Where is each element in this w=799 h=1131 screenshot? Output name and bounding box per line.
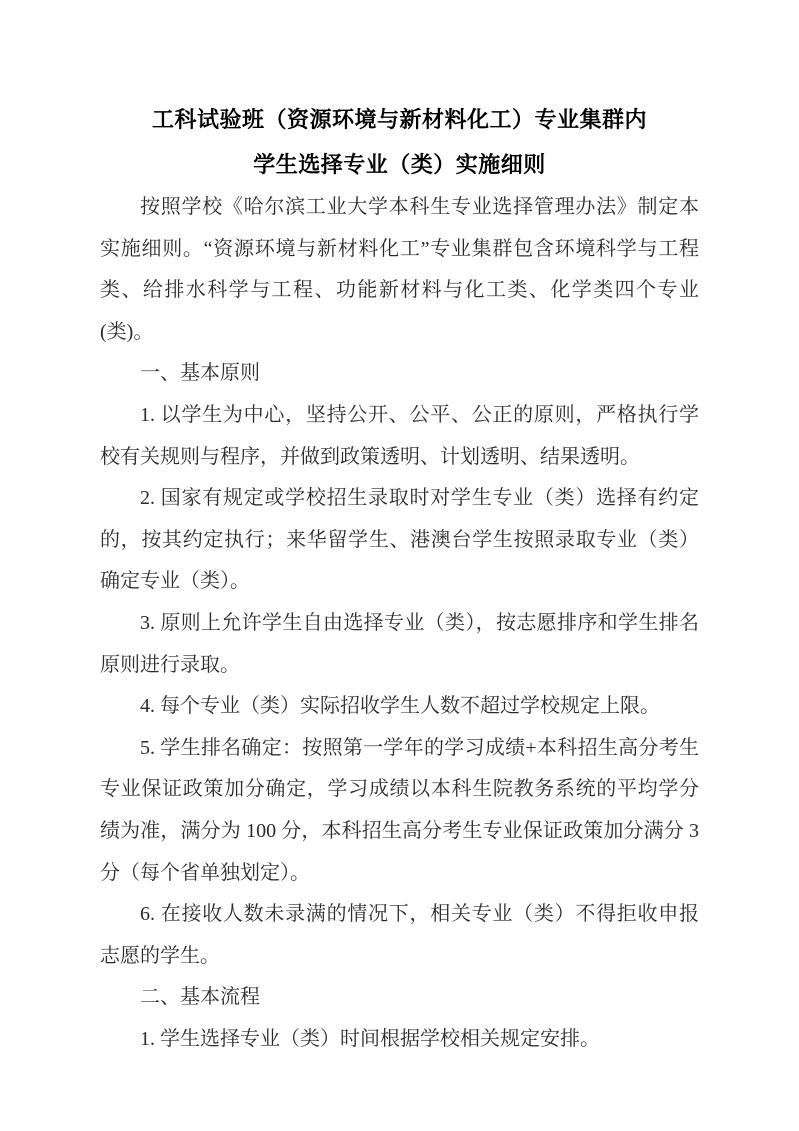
intro-paragraph: 按照学校《哈尔滨工业大学本科生专业选择管理办法》制定本实施细则。“资源环境与新材料化工”专业集群包含环境科学与工程类、给排水科学与工程、功能新材料与化工类、化学类四个专业(类)。 bbox=[100, 196, 699, 343]
section-1-heading: 一、基本原则 bbox=[140, 362, 260, 385]
principle-item-5: 5. 学生排名确定：按照第一学年的学习成绩+本科招生高分考生专业保证政策加分确定，学习成绩以本科生院教务系统的平均学分绩为准，满分为 100 分，本科招生高分考生专业保证政策加分满分 3 分（每个省单独划定）。 bbox=[100, 736, 699, 884]
document-body bbox=[100, 187, 699, 1060]
document-title bbox=[100, 97, 699, 187]
document-title-line-2: 学生选择专业（类）实施细则 bbox=[253, 152, 546, 177]
principle-item-2: 2. 国家有规定或学校招生录取时对学生专业（类）选择有约定的，按其约定执行；来华留学生、港澳台学生按照录取专业（类）确定专业（类）。 bbox=[100, 487, 699, 593]
process-item-1: 1. 学生选择专业（类）时间根据学校相关规定安排。 bbox=[140, 1027, 600, 1050]
section-2-heading: 二、基本流程 bbox=[140, 986, 260, 1009]
document-title-line-1: 工科试验班（资源环境与新材料化工）专业集群内 bbox=[151, 107, 647, 132]
principle-item-1: 1. 以学生为中心，坚持公开、公平、公正的原则，严格执行学校有关规则与程序，并做到政策透明、计划透明、结果透明。 bbox=[100, 403, 699, 468]
principle-item-3: 3. 原则上允许学生自由选择专业（类），按志愿排序和学生排名原则进行录取。 bbox=[100, 611, 699, 676]
principle-item-4: 4. 每个专业（类）实际招收学生人数不超过学校规定上限。 bbox=[140, 695, 660, 718]
principle-item-6: 6. 在接收人数未录满的情况下，相关专业（类）不得拒收申报志愿的学生。 bbox=[100, 903, 699, 967]
